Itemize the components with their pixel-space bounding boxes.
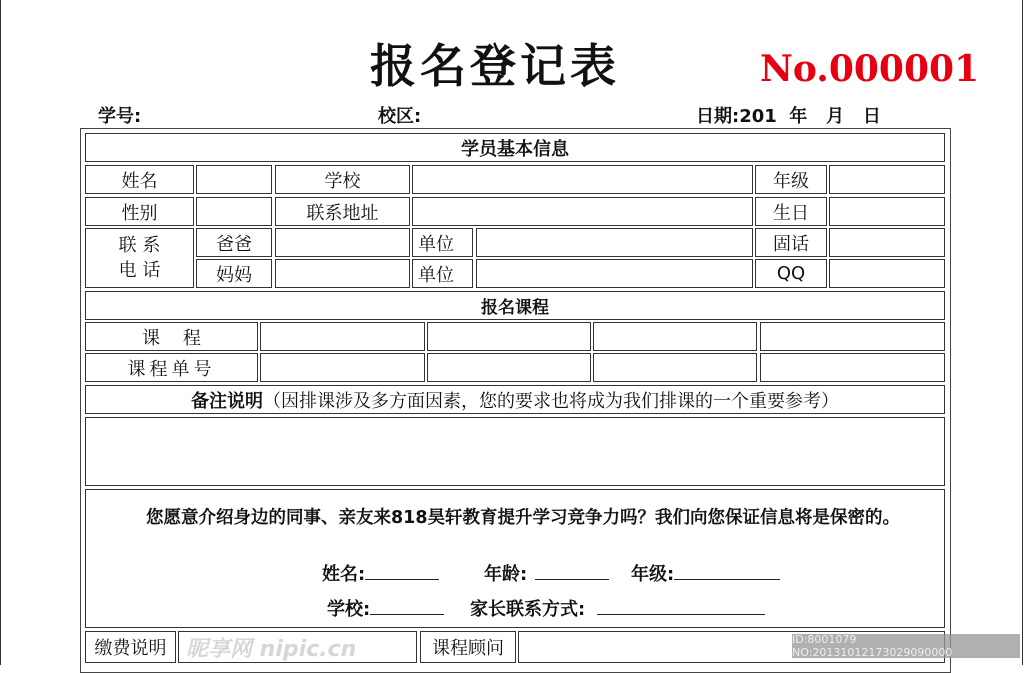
page-edge bbox=[1022, 0, 1023, 665]
referral-text: 您愿意介绍身边的同事、亲友来818昊轩教育提升学习竞争力吗？我们向您保证信息将是保密的。 bbox=[146, 508, 901, 528]
name-label: 姓名 bbox=[85, 165, 194, 194]
father-label: 爸爸 bbox=[196, 228, 272, 257]
payment-label: 缴费说明 bbox=[85, 631, 176, 663]
gender-label: 性别 bbox=[85, 197, 194, 226]
parent-contact-label: 家长联系方式: bbox=[470, 599, 586, 620]
order-field-1[interactable] bbox=[260, 353, 425, 382]
birthday-field[interactable] bbox=[829, 197, 945, 226]
landline-field[interactable] bbox=[829, 228, 945, 257]
campus-label: 校区: bbox=[378, 106, 422, 127]
page-edge bbox=[0, 0, 1, 665]
date-label: 日期:201 年 月 日 bbox=[696, 106, 881, 127]
remark-header bbox=[85, 385, 945, 414]
landline-label: 固话 bbox=[755, 228, 827, 257]
address-label: 联系地址 bbox=[275, 197, 410, 226]
father-phone-field[interactable] bbox=[275, 228, 410, 257]
referral-age-label: 年龄: bbox=[484, 564, 528, 585]
mother-unit-label: 单位 bbox=[412, 259, 473, 288]
remark-field[interactable] bbox=[85, 417, 945, 486]
school-field[interactable] bbox=[412, 165, 753, 194]
qq-label: QQ bbox=[755, 259, 827, 288]
course-field-3[interactable] bbox=[593, 322, 757, 351]
gender-field[interactable] bbox=[196, 197, 272, 226]
phone-label: 联 系 电 话 bbox=[85, 228, 194, 288]
referral-name[interactable] bbox=[322, 560, 439, 586]
remark-label: 备注说明 bbox=[191, 390, 263, 412]
course-field-4[interactable] bbox=[760, 322, 945, 351]
school-label: 学校 bbox=[275, 165, 410, 194]
student-id-label: 学号: bbox=[98, 106, 142, 127]
referral-school[interactable] bbox=[327, 595, 444, 621]
form-title: 报名登记表 bbox=[370, 39, 620, 93]
birthday-label: 生日 bbox=[755, 197, 827, 226]
advisor-label: 课程顾问 bbox=[420, 631, 516, 663]
course-field-2[interactable] bbox=[427, 322, 591, 351]
mother-label: 妈妈 bbox=[196, 259, 272, 288]
serial-number: No.000001 bbox=[760, 48, 980, 90]
referral-school-label: 学校: bbox=[327, 599, 371, 620]
grade-label: 年级 bbox=[755, 165, 827, 194]
address-field[interactable] bbox=[412, 197, 753, 226]
course-label: 课 程 bbox=[85, 322, 258, 351]
remark-note: （因排课涉及多方面因素，您的要求也将成为我们排课的一个重要参考） bbox=[263, 390, 839, 412]
watermark-logo: 昵享网 nipic.cn bbox=[186, 637, 357, 662]
qq-field[interactable] bbox=[829, 259, 945, 288]
name-field[interactable] bbox=[196, 165, 272, 194]
father-unit-label: 单位 bbox=[412, 228, 473, 257]
watermark-id: ID:8001079 NO:20131012173029090000 bbox=[792, 634, 1020, 658]
referral-grade[interactable] bbox=[631, 560, 780, 586]
referral-name-label: 姓名: bbox=[322, 564, 366, 585]
order-field-2[interactable] bbox=[427, 353, 591, 382]
basic-info-header: 学员基本信息 bbox=[85, 133, 945, 162]
father-unit-field[interactable] bbox=[476, 228, 753, 257]
course-header: 报名课程 bbox=[85, 291, 945, 320]
referral-parent-contact[interactable] bbox=[470, 595, 765, 621]
referral-grade-label: 年级: bbox=[631, 564, 675, 585]
course-order-label: 课程单号 bbox=[85, 353, 258, 382]
mother-unit-field[interactable] bbox=[476, 259, 753, 288]
mother-phone-field[interactable] bbox=[275, 259, 410, 288]
grade-field[interactable] bbox=[829, 165, 945, 194]
order-field-4[interactable] bbox=[760, 353, 945, 382]
course-field-1[interactable] bbox=[260, 322, 425, 351]
referral-age[interactable] bbox=[484, 560, 609, 586]
order-field-3[interactable] bbox=[593, 353, 757, 382]
